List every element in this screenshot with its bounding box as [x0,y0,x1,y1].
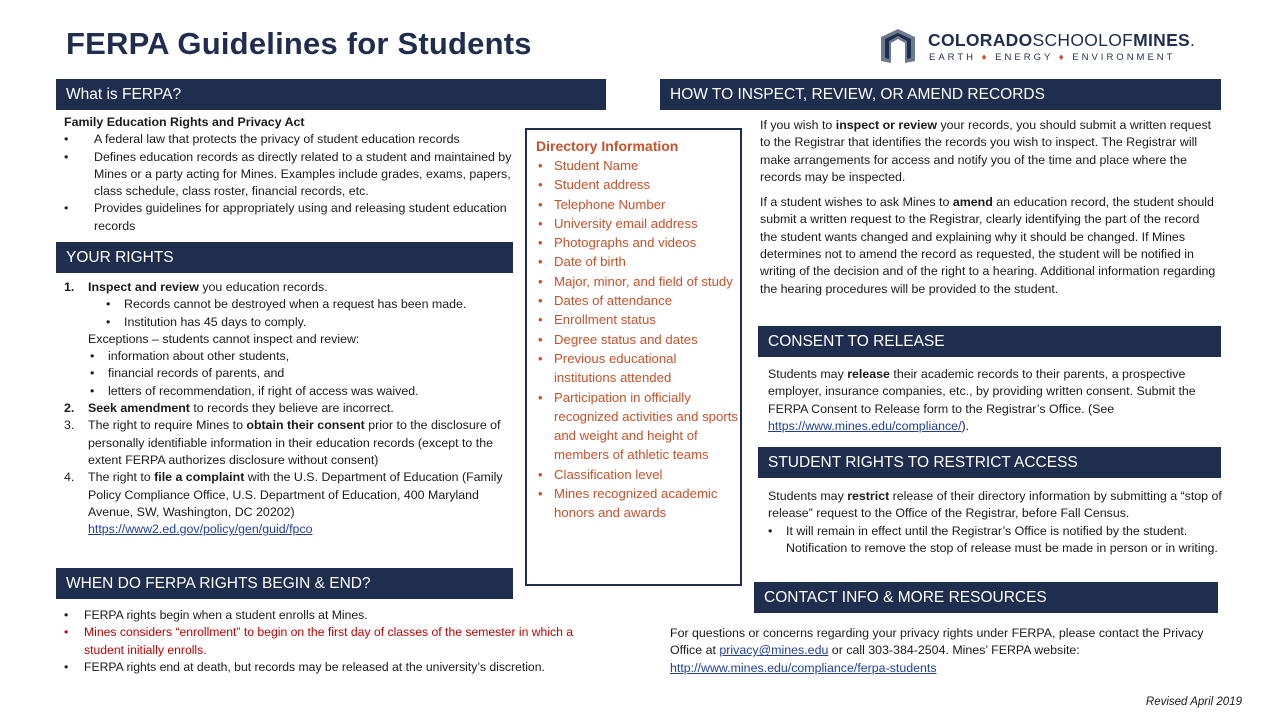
consent-header: CONSENT TO RELEASE [758,326,1221,357]
what-is-ferpa-header: What is FERPA? [56,79,606,110]
what-is-ferpa-section [64,114,534,235]
list-item: • information about other students, [90,348,510,365]
inspect-section [760,117,1218,298]
list-item: • FERPA rights begin when a student enrolls at Mines. [64,607,604,624]
list-item: • Major, minor, and field of study [536,272,740,291]
when-rights-section [64,607,604,676]
contact-header: CONTACT INFO & MORE RESOURCES [754,582,1218,613]
your-rights-section [64,279,510,538]
amend-paragraph: If a student wishes to ask Mines to amend an education record, the student should submit a written request to the Registrar, clearly identifying the part of the record the student wants changed and explaining why it should be changed. If Mines determines not to amend the record as requested, the student will be notified in writing of the decision and of the right to a hearing. Additional information regarding the hearing procedures will be provided to the student. [760,195,1216,296]
page-title: FERPA Guidelines for Students [66,26,532,61]
list-item: • letters of recommendation, if right of access was waived. [90,383,510,400]
directory-title: Directory Information [536,138,679,154]
list-item: • Records cannot be destroyed when a request has been made. [106,296,510,313]
list-item: • It will remain in effect until the Registrar’s Office is notified by the student. Notification to remove the stop of release must be made in person or in writing. [768,523,1224,558]
list-item: • Mines recognized academic honors and awards [536,484,740,523]
list-item-highlight: • Mines considers “enrollment” to begin on the first day of classes of the semester in which a student initially enrolls. [64,624,604,659]
list-item: • Student address [536,175,740,194]
exceptions-label: Exceptions – students cannot inspect and review: [88,331,360,346]
colorado-school-of-mines-logo [878,26,1218,66]
restrict-section: Students may restrict release of their directory information by submitting a “stop of release” request to the Office of the Registrar, before Fall Census. • It will remain in effect until the Registrar’s Office is notified by the student. Notification to remove the stop of release must be made in person or in writing. [768,488,1224,557]
inspect-paragraph: If you wish to inspect or review your records, you should submit a written request to the Registrar that identifies the records you wish to inspect. The Registrar will make arrangements for access and notify you of the time and place where the records may be inspected. [760,118,1212,184]
list-item: • University email address [536,214,740,233]
your-rights-header: YOUR RIGHTS [56,242,513,273]
list-item: • Classification level [536,465,740,484]
logo-wordmark: COLORADOSCHOOLOFMINES. [928,30,1196,50]
compliance-link[interactable]: https://www.mines.edu/compliance/ [768,418,962,433]
list-item: • Student Name [536,156,740,175]
ed-gov-link[interactable]: https://www2.ed.gov/policy/gen/guid/fpco [88,522,313,537]
right-item-3: 3. The right to require Mines to obtain their consent prior to the disclosure of personally identifiable information in their education records (except to the extent FERPA authorizes disclosure without consent) [64,418,501,467]
list-item: • Previous educational institutions attended [536,349,740,388]
revised-date: Revised April 2019 [1145,696,1242,708]
list-item: • Photographs and videos [536,233,740,252]
list-item: • Date of birth [536,252,740,271]
right-item-1: 1. Inspect and review you education records. • Records cannot be destroyed when a request has been made. • Institution has 45 days to comply. Exceptions – students cannot inspect and review: • information about other students, • financial records of parents, and • letters of recommendation, if right of access was waived. [64,279,510,400]
right-item-2: 2. Seek amendment to records they believe are incorrect. [64,401,394,416]
list-item: • FERPA rights end at death, but records may be released at the university’s discretion. [64,659,604,676]
right-item-4: 4. The right to file a complaint with the U.S. Department of Education (Family Policy Compliance Office, U.S. Department of Education, 400 Maryland Avenue, SW, Washington, DC 20202) https://www2.ed.gov/policy/gen/guid/fpco [64,470,503,537]
list-item: • Degree status and dates [536,330,740,349]
list-item: • Provides guidelines for appropriately using and releasing student education records [64,200,534,235]
list-item: • Participation in officially recognized activities and sports and weight and height of members of athletic teams [536,388,740,465]
restrict-header: STUDENT RIGHTS TO RESTRICT ACCESS [758,447,1221,478]
list-item: • Institution has 45 days to comply. [106,314,510,331]
list-item: • financial records of parents, and [90,365,510,382]
directory-information-box [525,128,742,586]
ferpa-students-link[interactable]: http://www.mines.edu/compliance/ferpa-students [670,660,937,675]
privacy-email-link[interactable]: privacy@mines.edu [719,643,829,658]
inspect-header: HOW TO INSPECT, REVIEW, OR AMEND RECORDS [660,79,1221,110]
contact-section: For questions or concerns regarding your privacy rights under FERPA, please contact the Privacy Office at privacy@mines.edu or call 303-384-2504. Mines’ FERPA website: http://www.mines.edu/compliance/ferpa-students [670,626,1204,675]
consent-section: Students may release their academic records to their parents, a prospective employer, insurance companies, etc., by providing written consent. Submit the FERPA Consent to Release form to the Registrar’s Office. (See https://www.mines.edu/compliance/). [768,367,1196,433]
list-item: • Telephone Number [536,195,740,214]
when-rights-header: WHEN DO FERPA RIGHTS BEGIN & END? [56,568,513,599]
mines-mark-icon [878,27,918,65]
list-item: • Enrollment status [536,310,740,329]
what-heading: Family Education Rights and Privacy Act [64,115,305,129]
list-item: • Defines education records as directly related to a student and maintained by Mines or a party acting for Mines. Examples include grades, exams, papers, class schedule, class roster, financial records, etc. [64,149,534,201]
list-item: • Dates of attendance [536,291,740,310]
logo-tagline: EARTH ♦ ENERGY ♦ ENVIRONMENT [929,52,1176,63]
list-item: • A federal law that protects the privacy of student education records [64,131,534,148]
